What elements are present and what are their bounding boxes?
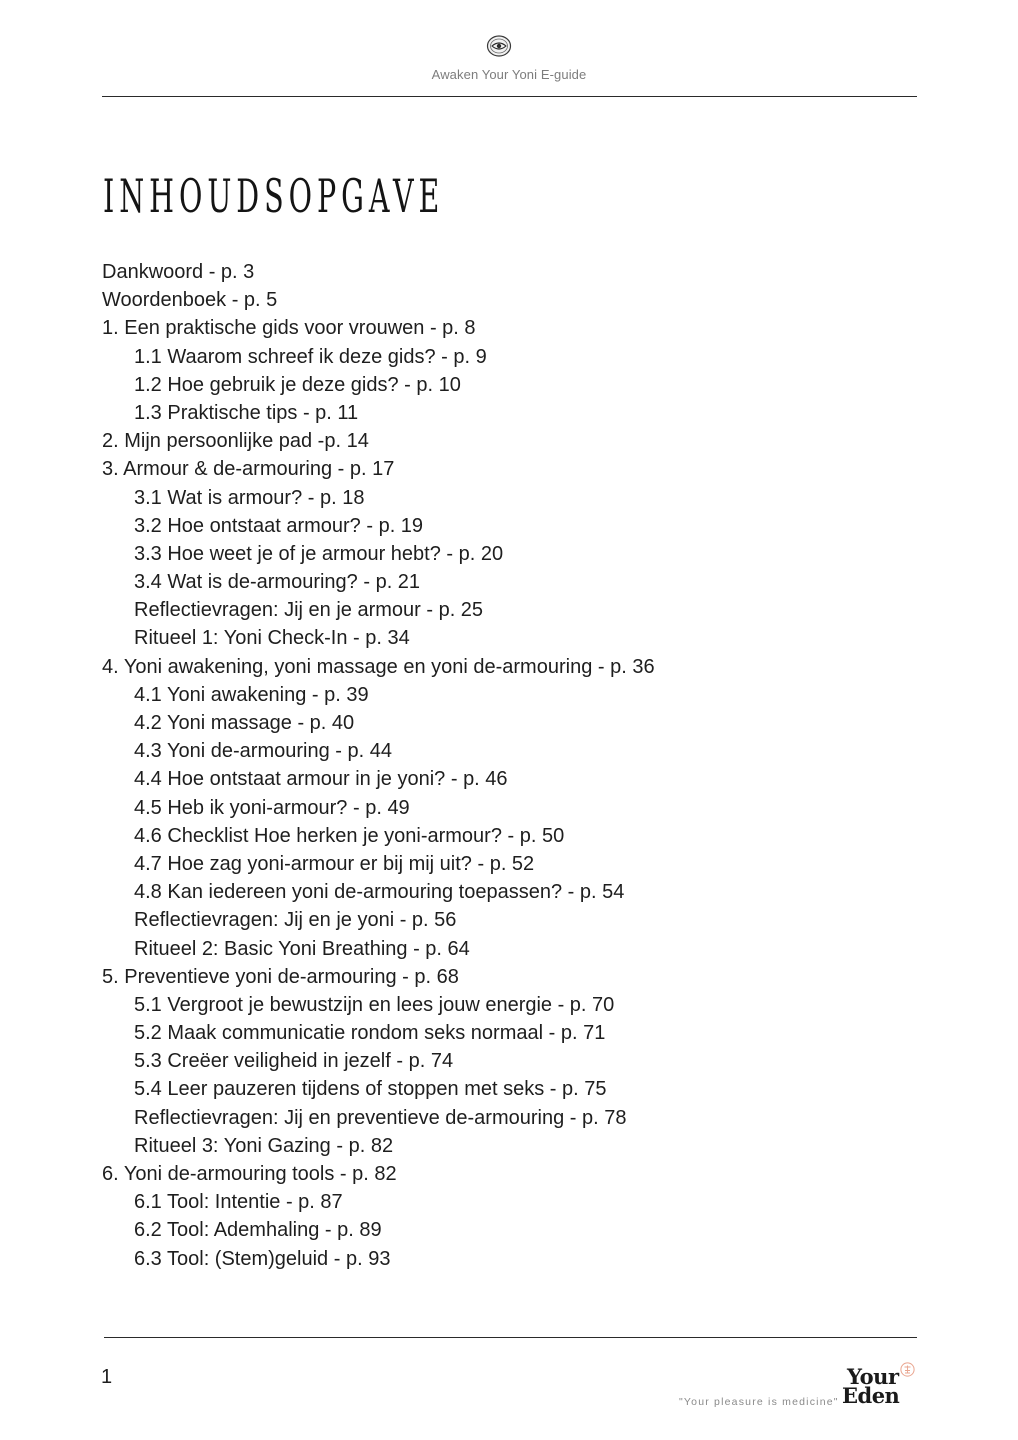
toc-entry-section: 4.7 Hoe zag yoni-armour er bij mij uit? - p. 52 — [134, 852, 535, 875]
toc-entry-section: 4.8 Kan iedereen yoni de-armouring toepassen? - p. 54 — [134, 881, 625, 904]
toc-entry-section: 5.4 Leer pauzeren tijdens of stoppen met seks - p. 75 — [134, 1078, 607, 1101]
toc-entry-section: 5.2 Maak communicatie rondom seks normaal - p. 71 — [134, 1022, 606, 1045]
toc-entry-section: 4.6 Checklist Hoe herken je yoni-armour? - p. 50 — [134, 824, 565, 847]
toc-entry-chapter: 5. Preventieve yoni de-armouring - p. 68 — [102, 965, 459, 988]
toc-entry-section: 1.2 Hoe gebruik je deze gids? - p. 10 — [134, 373, 461, 396]
header-divider — [102, 96, 917, 97]
footer-divider — [104, 1337, 917, 1338]
toc-entry-section: 1.3 Praktische tips - p. 11 — [134, 401, 359, 424]
toc-entry-section: 6.3 Tool: (Stem)geluid - p. 93 — [134, 1247, 391, 1270]
toc-entry-section: Reflectievragen: Jij en preventieve de-armouring - p. 78 — [134, 1106, 627, 1129]
brand-logo-line-2: Eden — [842, 1383, 900, 1408]
toc-entry-section: 6.1 Tool: Intentie - p. 87 — [134, 1191, 343, 1214]
toc-entry-section: 3.3 Hoe weet je of je armour hebt? - p. 20 — [134, 542, 504, 565]
toc-entry-chapter: Dankwoord - p. 3 — [102, 261, 255, 283]
toc-entry-chapter: 2. Mijn persoonlijke pad -p. 14 — [102, 430, 369, 453]
toc-entry-chapter: 1. Een praktische gids voor vrouwen - p. 8 — [102, 317, 476, 340]
brand-logo-line-1: Your — [847, 1364, 899, 1389]
toc-entry-section: 3.1 Wat is armour? - p. 18 — [134, 486, 365, 509]
toc-entry-section: Ritueel 3: Yoni Gazing - p. 82 — [134, 1134, 394, 1157]
toc-entry-section: 4.2 Yoni massage - p. 40 — [134, 712, 355, 734]
toc-entry-chapter: 4. Yoni awakening, yoni massage en yoni de-armouring - p. 36 — [102, 655, 655, 678]
seal-stamp-icon — [900, 1362, 915, 1377]
toc-entry-section: 4.1 Yoni awakening - p. 39 — [134, 683, 369, 706]
toc-entry-section: Ritueel 2: Basic Yoni Breathing - p. 64 — [134, 937, 470, 960]
eye-emblem-icon — [486, 35, 512, 57]
toc-entry-section: Reflectievragen: Jij en je yoni - p. 56 — [134, 909, 457, 932]
table-of-contents — [102, 258, 655, 1273]
toc-entry-section: 3.4 Wat is de-armouring? - p. 21 — [134, 571, 421, 594]
toc-entry-chapter: 6. Yoni de-armouring tools - p. 82 — [102, 1163, 397, 1185]
document-subtitle: Awaken Your Yoni E-guide — [431, 67, 587, 82]
page-title: INHOUDSOPGAVE — [103, 169, 445, 223]
brand-logo — [842, 1362, 920, 1410]
toc-entry-section: Ritueel 1: Yoni Check-In - p. 34 — [134, 627, 410, 650]
toc-entry-section: 4.3 Yoni de-armouring - p. 44 — [134, 740, 392, 763]
toc-entry-section: 1.1 Waarom schreef ik deze gids? - p. 9 — [134, 345, 487, 368]
footer-tagline: "Your pleasure is medicine" — [679, 1396, 839, 1408]
toc-entry-section: 6.2 Tool: Ademhaling - p. 89 — [134, 1219, 382, 1242]
toc-entry-section: 5.3 Creëer veiligheid in jezelf - p. 74 — [134, 1050, 454, 1073]
toc-entry-section: 5.1 Vergroot je bewustzijn en lees jouw energie - p. 70 — [134, 993, 615, 1016]
toc-entry-section: 4.5 Heb ik yoni-armour? - p. 49 — [134, 796, 410, 819]
toc-entry-section: Reflectievragen: Jij en je armour - p. 25 — [134, 599, 484, 622]
page-number: 1 — [101, 1366, 113, 1388]
toc-entry-section: 3.2 Hoe ontstaat armour? - p. 19 — [134, 514, 424, 537]
toc-entry-section: 4.4 Hoe ontstaat armour in je yoni? - p. 46 — [134, 768, 508, 791]
toc-entry-chapter: Woordenboek - p. 5 — [102, 289, 278, 312]
toc-entry-chapter: 3. Armour & de-armouring - p. 17 — [102, 458, 395, 481]
